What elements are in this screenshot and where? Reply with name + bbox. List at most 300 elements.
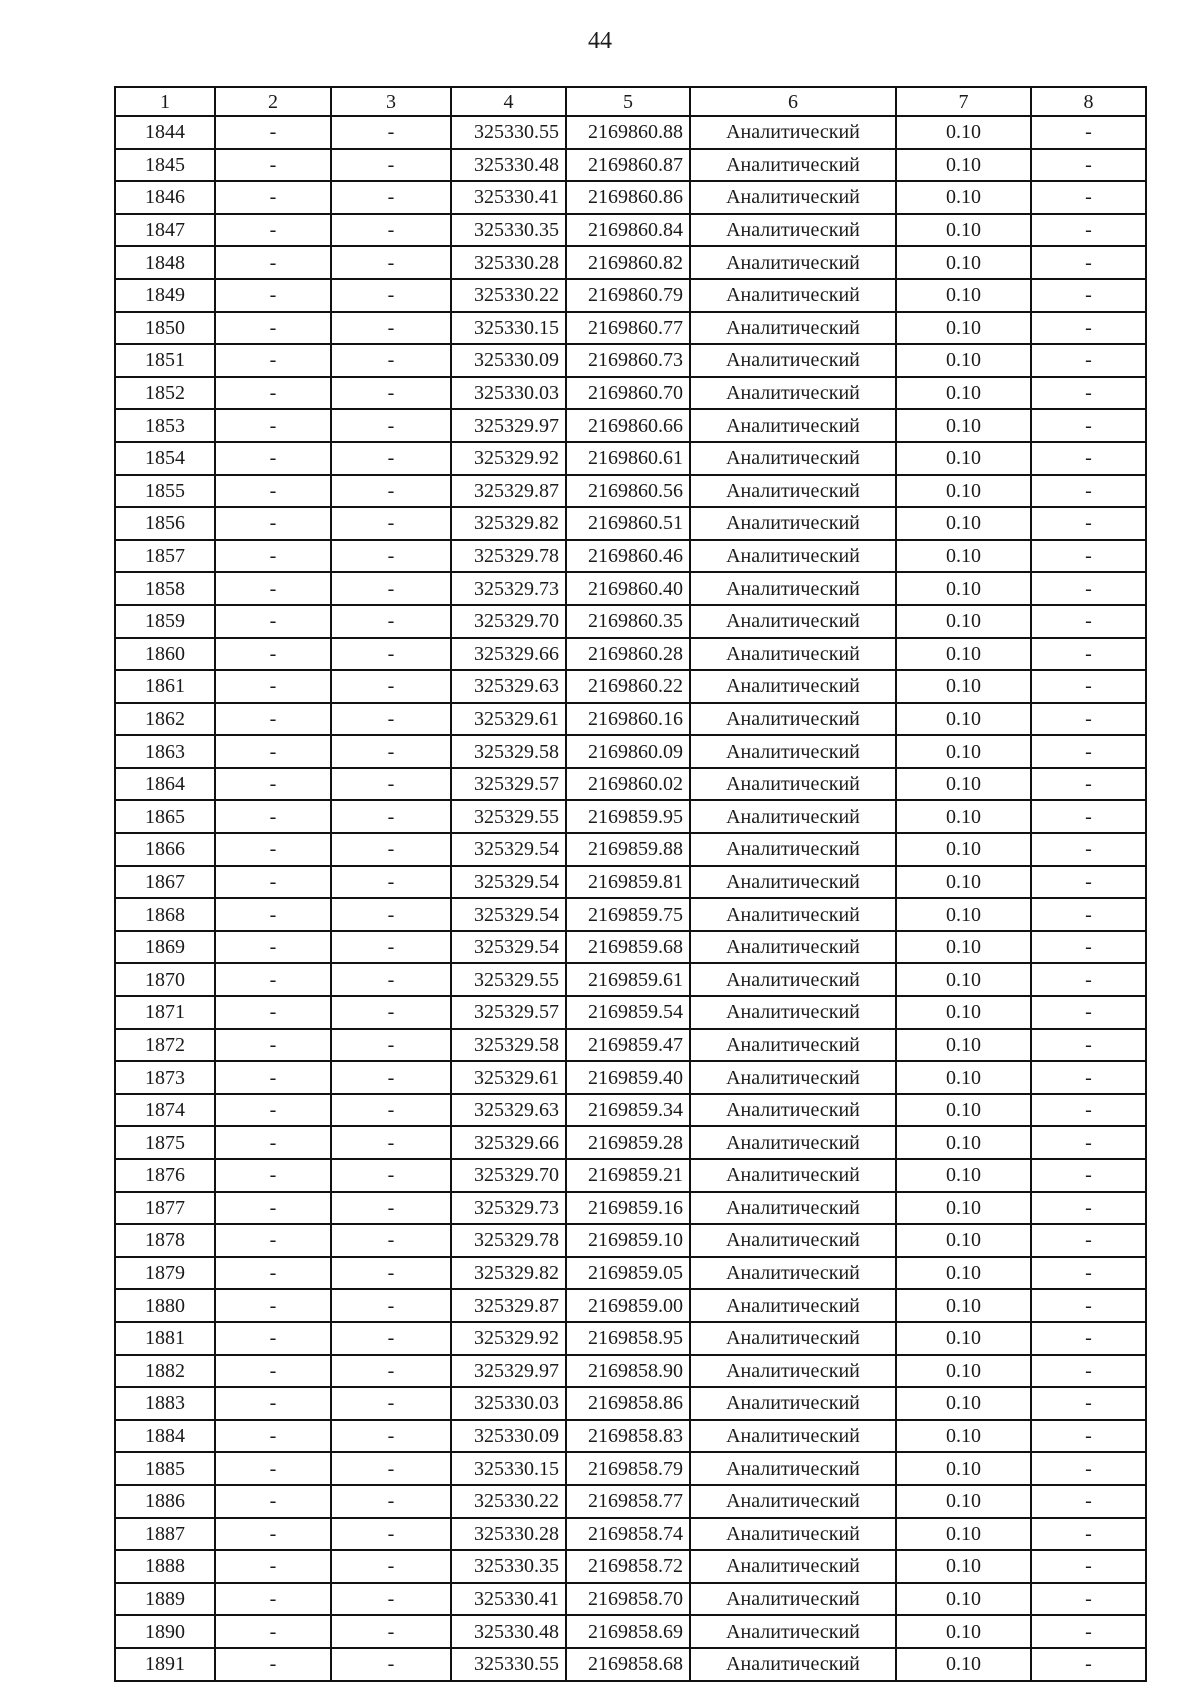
point-number-cell: 1851 (115, 344, 215, 377)
col8-cell: - (1031, 507, 1146, 540)
col8-cell: - (1031, 1159, 1146, 1192)
accuracy-cell: 0.10 (896, 377, 1031, 410)
x-coordinate-cell: 325330.55 (451, 116, 566, 149)
point-number-cell: 1859 (115, 605, 215, 638)
col8-cell: - (1031, 1061, 1146, 1094)
method-cell: Аналитический (690, 1224, 896, 1257)
y-coordinate-cell: 2169858.72 (566, 1550, 690, 1583)
method-cell: Аналитический (690, 1648, 896, 1681)
point-number-cell: 1883 (115, 1387, 215, 1420)
accuracy-cell: 0.10 (896, 149, 1031, 182)
table-row (115, 312, 1146, 345)
col3-cell: - (331, 1029, 451, 1062)
col3-cell: - (331, 1355, 451, 1388)
col3-cell: - (331, 833, 451, 866)
accuracy-cell: 0.10 (896, 1420, 1031, 1453)
y-coordinate-cell: 2169860.86 (566, 181, 690, 214)
col2-cell: - (215, 670, 331, 703)
accuracy-cell: 0.10 (896, 670, 1031, 703)
x-coordinate-cell: 325329.63 (451, 1094, 566, 1127)
table-row (115, 1192, 1146, 1225)
x-coordinate-cell: 325330.48 (451, 1615, 566, 1648)
col8-cell: - (1031, 181, 1146, 214)
col3-cell: - (331, 344, 451, 377)
point-number-cell: 1880 (115, 1289, 215, 1322)
table-row (115, 931, 1146, 964)
method-cell: Аналитический (690, 931, 896, 964)
method-cell: Аналитический (690, 344, 896, 377)
col2-cell: - (215, 898, 331, 931)
y-coordinate-cell: 2169860.88 (566, 116, 690, 149)
point-number-cell: 1849 (115, 279, 215, 312)
y-coordinate-cell: 2169858.68 (566, 1648, 690, 1681)
accuracy-cell: 0.10 (896, 1485, 1031, 1518)
method-cell: Аналитический (690, 181, 896, 214)
y-coordinate-cell: 2169860.84 (566, 214, 690, 247)
point-number-cell: 1873 (115, 1061, 215, 1094)
coordinates-table (114, 86, 1147, 1682)
page-number: 44 (588, 28, 612, 54)
col3-cell: - (331, 1485, 451, 1518)
x-coordinate-cell: 325329.54 (451, 833, 566, 866)
table-row (115, 1322, 1146, 1355)
x-coordinate-cell: 325329.57 (451, 768, 566, 801)
col8-cell: - (1031, 475, 1146, 508)
x-coordinate-cell: 325329.87 (451, 1289, 566, 1322)
col3-cell: - (331, 1583, 451, 1616)
col3-cell: - (331, 768, 451, 801)
col8-cell: - (1031, 670, 1146, 703)
point-number-cell: 1886 (115, 1485, 215, 1518)
col2-cell: - (215, 1029, 331, 1062)
y-coordinate-cell: 2169860.87 (566, 149, 690, 182)
col3-cell: - (331, 214, 451, 247)
col2-cell: - (215, 1192, 331, 1225)
x-coordinate-cell: 325329.87 (451, 475, 566, 508)
column-header: 2 (215, 87, 331, 116)
method-cell: Аналитический (690, 279, 896, 312)
col8-cell: - (1031, 377, 1146, 410)
col3-cell: - (331, 963, 451, 996)
table-row (115, 996, 1146, 1029)
method-cell: Аналитический (690, 996, 896, 1029)
col3-cell: - (331, 377, 451, 410)
method-cell: Аналитический (690, 800, 896, 833)
y-coordinate-cell: 2169858.74 (566, 1518, 690, 1551)
x-coordinate-cell: 325329.78 (451, 1224, 566, 1257)
x-coordinate-cell: 325329.78 (451, 540, 566, 573)
accuracy-cell: 0.10 (896, 312, 1031, 345)
col8-cell: - (1031, 409, 1146, 442)
x-coordinate-cell: 325330.15 (451, 1452, 566, 1485)
col8-cell: - (1031, 1550, 1146, 1583)
y-coordinate-cell: 2169860.40 (566, 572, 690, 605)
col3-cell: - (331, 638, 451, 671)
y-coordinate-cell: 2169860.61 (566, 442, 690, 475)
col2-cell: - (215, 1485, 331, 1518)
col3-cell: - (331, 703, 451, 736)
col2-cell: - (215, 312, 331, 345)
table-row (115, 116, 1146, 149)
col8-cell: - (1031, 1485, 1146, 1518)
accuracy-cell: 0.10 (896, 1615, 1031, 1648)
method-cell: Аналитический (690, 866, 896, 899)
table-row (115, 1126, 1146, 1159)
col2-cell: - (215, 1257, 331, 1290)
method-cell: Аналитический (690, 1452, 896, 1485)
point-number-cell: 1850 (115, 312, 215, 345)
method-cell: Аналитический (690, 1518, 896, 1551)
x-coordinate-cell: 325330.55 (451, 1648, 566, 1681)
accuracy-cell: 0.10 (896, 1518, 1031, 1551)
col3-cell: - (331, 1224, 451, 1257)
col8-cell: - (1031, 149, 1146, 182)
accuracy-cell: 0.10 (896, 1583, 1031, 1616)
accuracy-cell: 0.10 (896, 768, 1031, 801)
y-coordinate-cell: 2169860.79 (566, 279, 690, 312)
col2-cell: - (215, 344, 331, 377)
method-cell: Аналитический (690, 1615, 896, 1648)
x-coordinate-cell: 325330.09 (451, 344, 566, 377)
col2-cell: - (215, 1061, 331, 1094)
col3-cell: - (331, 116, 451, 149)
x-coordinate-cell: 325330.15 (451, 312, 566, 345)
col3-cell: - (331, 279, 451, 312)
col3-cell: - (331, 1452, 451, 1485)
table-row (115, 1518, 1146, 1551)
x-coordinate-cell: 325329.57 (451, 996, 566, 1029)
accuracy-cell: 0.10 (896, 833, 1031, 866)
table-row (115, 866, 1146, 899)
col2-cell: - (215, 1648, 331, 1681)
col8-cell: - (1031, 246, 1146, 279)
x-coordinate-cell: 325330.41 (451, 1583, 566, 1616)
accuracy-cell: 0.10 (896, 442, 1031, 475)
column-header: 4 (451, 87, 566, 116)
y-coordinate-cell: 2169859.68 (566, 931, 690, 964)
y-coordinate-cell: 2169858.95 (566, 1322, 690, 1355)
col2-cell: - (215, 1518, 331, 1551)
point-number-cell: 1879 (115, 1257, 215, 1290)
y-coordinate-cell: 2169860.35 (566, 605, 690, 638)
col8-cell: - (1031, 833, 1146, 866)
accuracy-cell: 0.10 (896, 1094, 1031, 1127)
col2-cell: - (215, 116, 331, 149)
col8-cell: - (1031, 1257, 1146, 1290)
table-row (115, 898, 1146, 931)
method-cell: Аналитический (690, 1420, 896, 1453)
col2-cell: - (215, 1126, 331, 1159)
method-cell: Аналитический (690, 475, 896, 508)
x-coordinate-cell: 325329.92 (451, 1322, 566, 1355)
method-cell: Аналитический (690, 1387, 896, 1420)
col3-cell: - (331, 442, 451, 475)
x-coordinate-cell: 325329.92 (451, 442, 566, 475)
method-cell: Аналитический (690, 1061, 896, 1094)
accuracy-cell: 0.10 (896, 246, 1031, 279)
x-coordinate-cell: 325330.03 (451, 1387, 566, 1420)
accuracy-cell: 0.10 (896, 996, 1031, 1029)
col2-cell: - (215, 377, 331, 410)
method-cell: Аналитический (690, 1192, 896, 1225)
y-coordinate-cell: 2169860.56 (566, 475, 690, 508)
col2-cell: - (215, 214, 331, 247)
y-coordinate-cell: 2169860.02 (566, 768, 690, 801)
accuracy-cell: 0.10 (896, 638, 1031, 671)
x-coordinate-cell: 325329.61 (451, 1061, 566, 1094)
col8-cell: - (1031, 572, 1146, 605)
col3-cell: - (331, 1192, 451, 1225)
table-row (115, 638, 1146, 671)
col2-cell: - (215, 866, 331, 899)
table-row (115, 1029, 1146, 1062)
y-coordinate-cell: 2169860.09 (566, 735, 690, 768)
col8-cell: - (1031, 638, 1146, 671)
col2-cell: - (215, 931, 331, 964)
x-coordinate-cell: 325330.48 (451, 149, 566, 182)
y-coordinate-cell: 2169859.00 (566, 1289, 690, 1322)
accuracy-cell: 0.10 (896, 1322, 1031, 1355)
x-coordinate-cell: 325330.28 (451, 1518, 566, 1551)
method-cell: Аналитический (690, 1029, 896, 1062)
y-coordinate-cell: 2169859.16 (566, 1192, 690, 1225)
x-coordinate-cell: 325330.35 (451, 214, 566, 247)
col8-cell: - (1031, 1583, 1146, 1616)
col8-cell: - (1031, 1029, 1146, 1062)
point-number-cell: 1844 (115, 116, 215, 149)
table-row (115, 344, 1146, 377)
col8-cell: - (1031, 605, 1146, 638)
col3-cell: - (331, 1126, 451, 1159)
accuracy-cell: 0.10 (896, 1550, 1031, 1583)
col3-cell: - (331, 1159, 451, 1192)
x-coordinate-cell: 325330.35 (451, 1550, 566, 1583)
point-number-cell: 1889 (115, 1583, 215, 1616)
method-cell: Аналитический (690, 246, 896, 279)
point-number-cell: 1890 (115, 1615, 215, 1648)
col3-cell: - (331, 996, 451, 1029)
accuracy-cell: 0.10 (896, 898, 1031, 931)
x-coordinate-cell: 325329.97 (451, 1355, 566, 1388)
col8-cell: - (1031, 866, 1146, 899)
point-number-cell: 1877 (115, 1192, 215, 1225)
col2-cell: - (215, 996, 331, 1029)
table-row (115, 540, 1146, 573)
table-row (115, 377, 1146, 410)
x-coordinate-cell: 325329.82 (451, 507, 566, 540)
col2-cell: - (215, 246, 331, 279)
table-row (115, 279, 1146, 312)
point-number-cell: 1845 (115, 149, 215, 182)
point-number-cell: 1858 (115, 572, 215, 605)
col2-cell: - (215, 1224, 331, 1257)
y-coordinate-cell: 2169860.66 (566, 409, 690, 442)
col3-cell: - (331, 1550, 451, 1583)
x-coordinate-cell: 325330.09 (451, 1420, 566, 1453)
table-row (115, 149, 1146, 182)
col8-cell: - (1031, 1518, 1146, 1551)
point-number-cell: 1885 (115, 1452, 215, 1485)
y-coordinate-cell: 2169859.81 (566, 866, 690, 899)
method-cell: Аналитический (690, 1550, 896, 1583)
table-row (115, 703, 1146, 736)
y-coordinate-cell: 2169858.90 (566, 1355, 690, 1388)
col8-cell: - (1031, 1322, 1146, 1355)
col3-cell: - (331, 1420, 451, 1453)
x-coordinate-cell: 325329.73 (451, 572, 566, 605)
point-number-cell: 1856 (115, 507, 215, 540)
y-coordinate-cell: 2169858.77 (566, 1485, 690, 1518)
col2-cell: - (215, 768, 331, 801)
table-row (115, 1061, 1146, 1094)
column-header: 3 (331, 87, 451, 116)
accuracy-cell: 0.10 (896, 1257, 1031, 1290)
method-cell: Аналитический (690, 572, 896, 605)
accuracy-cell: 0.10 (896, 214, 1031, 247)
table-row (115, 1224, 1146, 1257)
table-row (115, 1452, 1146, 1485)
method-cell: Аналитический (690, 638, 896, 671)
accuracy-cell: 0.10 (896, 703, 1031, 736)
table-row (115, 1355, 1146, 1388)
col8-cell: - (1031, 963, 1146, 996)
point-number-cell: 1855 (115, 475, 215, 508)
col3-cell: - (331, 866, 451, 899)
point-number-cell: 1891 (115, 1648, 215, 1681)
y-coordinate-cell: 2169860.16 (566, 703, 690, 736)
table-row (115, 1615, 1146, 1648)
table-row (115, 214, 1146, 247)
method-cell: Аналитический (690, 1159, 896, 1192)
table-row (115, 1550, 1146, 1583)
col8-cell: - (1031, 540, 1146, 573)
x-coordinate-cell: 325329.82 (451, 1257, 566, 1290)
y-coordinate-cell: 2169859.61 (566, 963, 690, 996)
col2-cell: - (215, 149, 331, 182)
y-coordinate-cell: 2169858.86 (566, 1387, 690, 1420)
y-coordinate-cell: 2169859.10 (566, 1224, 690, 1257)
col2-cell: - (215, 1420, 331, 1453)
point-number-cell: 1867 (115, 866, 215, 899)
x-coordinate-cell: 325329.70 (451, 605, 566, 638)
x-coordinate-cell: 325329.55 (451, 800, 566, 833)
point-number-cell: 1887 (115, 1518, 215, 1551)
x-coordinate-cell: 325330.03 (451, 377, 566, 410)
x-coordinate-cell: 325329.66 (451, 1126, 566, 1159)
x-coordinate-cell: 325329.58 (451, 1029, 566, 1062)
accuracy-cell: 0.10 (896, 181, 1031, 214)
table-header-row (115, 87, 1146, 116)
x-coordinate-cell: 325329.61 (451, 703, 566, 736)
method-cell: Аналитический (690, 605, 896, 638)
method-cell: Аналитический (690, 1583, 896, 1616)
table-row (115, 409, 1146, 442)
point-number-cell: 1854 (115, 442, 215, 475)
point-number-cell: 1848 (115, 246, 215, 279)
col2-cell: - (215, 1583, 331, 1616)
method-cell: Аналитический (690, 833, 896, 866)
col8-cell: - (1031, 442, 1146, 475)
y-coordinate-cell: 2169860.70 (566, 377, 690, 410)
col8-cell: - (1031, 768, 1146, 801)
table-row (115, 442, 1146, 475)
point-number-cell: 1846 (115, 181, 215, 214)
accuracy-cell: 0.10 (896, 1159, 1031, 1192)
table-row (115, 475, 1146, 508)
accuracy-cell: 0.10 (896, 1387, 1031, 1420)
col8-cell: - (1031, 1289, 1146, 1322)
col3-cell: - (331, 1518, 451, 1551)
accuracy-cell: 0.10 (896, 1192, 1031, 1225)
col3-cell: - (331, 312, 451, 345)
y-coordinate-cell: 2169859.05 (566, 1257, 690, 1290)
method-cell: Аналитический (690, 377, 896, 410)
column-header: 7 (896, 87, 1031, 116)
col2-cell: - (215, 1159, 331, 1192)
point-number-cell: 1864 (115, 768, 215, 801)
method-cell: Аналитический (690, 409, 896, 442)
method-cell: Аналитический (690, 149, 896, 182)
method-cell: Аналитический (690, 898, 896, 931)
accuracy-cell: 0.10 (896, 1648, 1031, 1681)
col2-cell: - (215, 800, 331, 833)
col2-cell: - (215, 605, 331, 638)
column-header: 5 (566, 87, 690, 116)
col8-cell: - (1031, 931, 1146, 964)
col3-cell: - (331, 475, 451, 508)
y-coordinate-cell: 2169859.75 (566, 898, 690, 931)
x-coordinate-cell: 325329.54 (451, 898, 566, 931)
col2-cell: - (215, 1452, 331, 1485)
method-cell: Аналитический (690, 703, 896, 736)
col3-cell: - (331, 507, 451, 540)
y-coordinate-cell: 2169860.73 (566, 344, 690, 377)
y-coordinate-cell: 2169860.28 (566, 638, 690, 671)
col3-cell: - (331, 670, 451, 703)
method-cell: Аналитический (690, 963, 896, 996)
col8-cell: - (1031, 214, 1146, 247)
accuracy-cell: 0.10 (896, 866, 1031, 899)
method-cell: Аналитический (690, 1094, 896, 1127)
col8-cell: - (1031, 1094, 1146, 1127)
accuracy-cell: 0.10 (896, 735, 1031, 768)
col8-cell: - (1031, 1224, 1146, 1257)
col2-cell: - (215, 1355, 331, 1388)
table-row (115, 800, 1146, 833)
point-number-cell: 1860 (115, 638, 215, 671)
method-cell: Аналитический (690, 1485, 896, 1518)
y-coordinate-cell: 2169859.34 (566, 1094, 690, 1127)
point-number-cell: 1871 (115, 996, 215, 1029)
col2-cell: - (215, 409, 331, 442)
x-coordinate-cell: 325329.70 (451, 1159, 566, 1192)
table-row (115, 1485, 1146, 1518)
x-coordinate-cell: 325329.66 (451, 638, 566, 671)
col3-cell: - (331, 898, 451, 931)
col3-cell: - (331, 605, 451, 638)
point-number-cell: 1852 (115, 377, 215, 410)
accuracy-cell: 0.10 (896, 409, 1031, 442)
method-cell: Аналитический (690, 1322, 896, 1355)
y-coordinate-cell: 2169858.83 (566, 1420, 690, 1453)
table-row (115, 1420, 1146, 1453)
col2-cell: - (215, 1615, 331, 1648)
accuracy-cell: 0.10 (896, 931, 1031, 964)
accuracy-cell: 0.10 (896, 605, 1031, 638)
col2-cell: - (215, 638, 331, 671)
accuracy-cell: 0.10 (896, 116, 1031, 149)
col8-cell: - (1031, 735, 1146, 768)
